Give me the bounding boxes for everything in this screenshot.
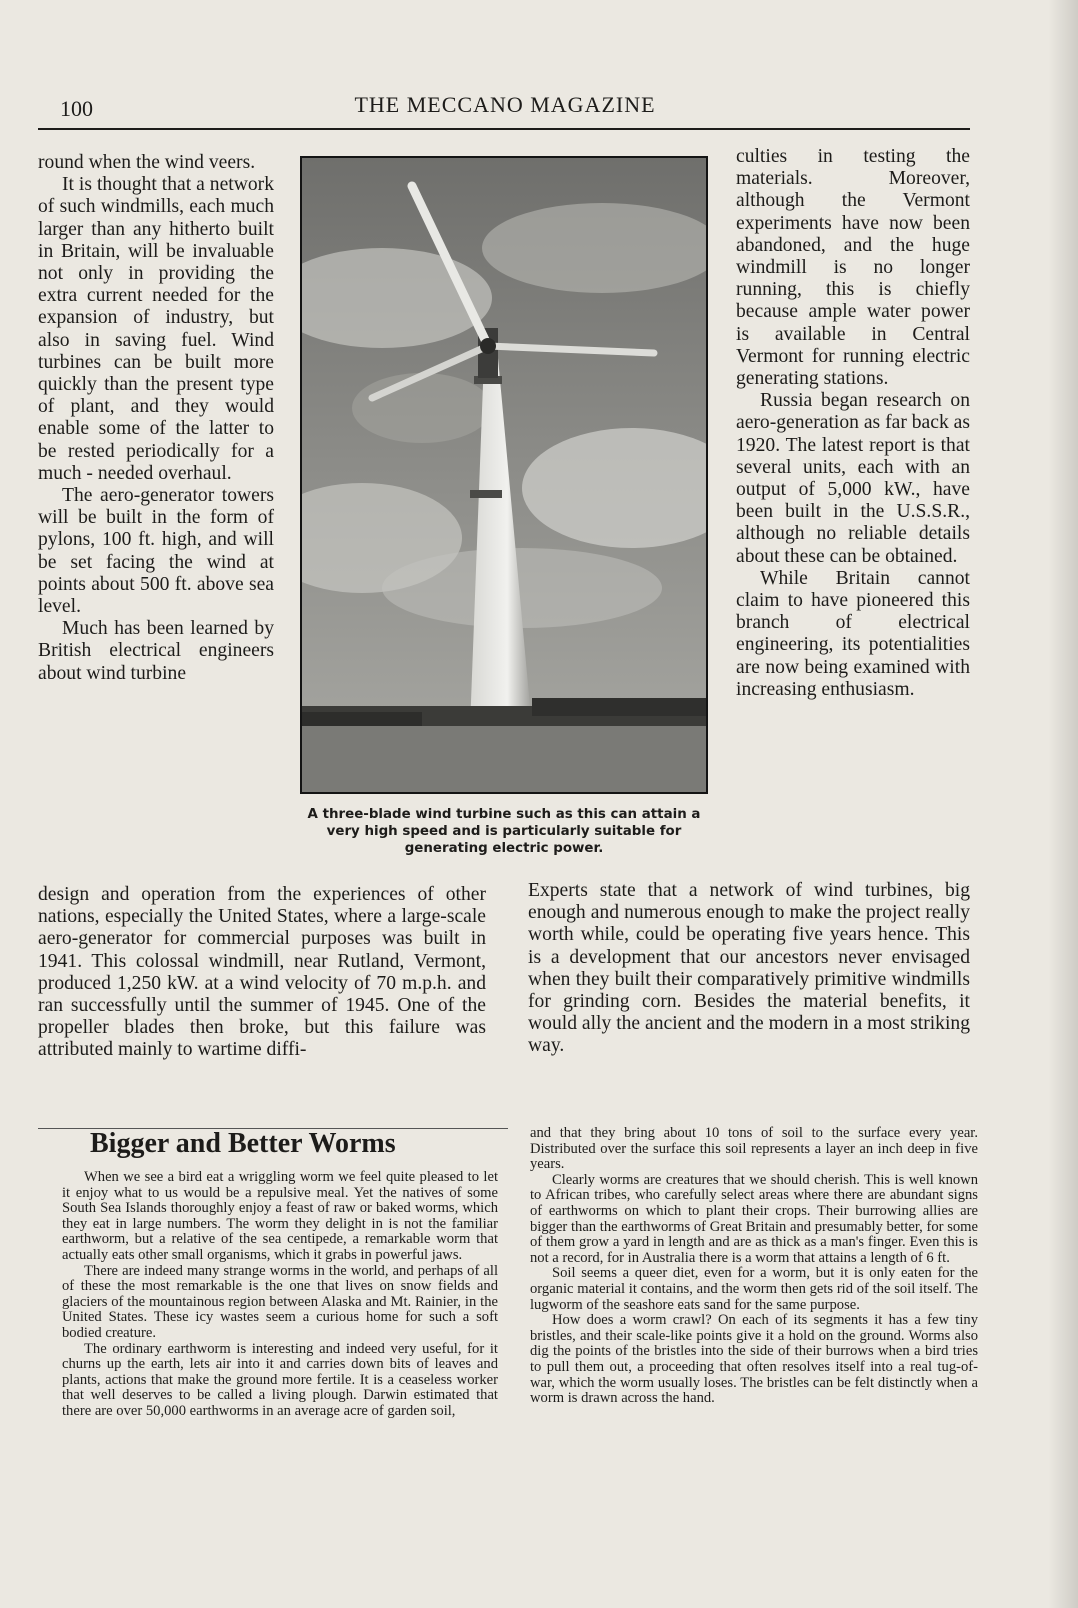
paragraph: How does a worm crawl? On each of its segments it has a few tiny bristles, and their scale-like points give it a hold on the ground. Worms also dig the points of the bristles into the side of their burrows when a bird tries to pull them out, a proceeding that often resolves itself into a real tug-of-war, which the worm usually loses. The bristles can be felt distinctly when a worm is drawn across the hand. <box>530 1312 978 1407</box>
paragraph: Experts state that a network of wind turbines, big enough and numerous enough to make the project really worth while, could be operating five years hence. This is a development that our ancestors never envisaged when they built their comparatively primitive windmills for grinding corn. Besides the material benefits, it would ally the ancient and the modern in a most striking way. <box>528 880 970 1057</box>
paragraph: The ordinary earthworm is interesting and indeed very useful, for it churns up the earth, lets air into it and carries down bits of leaves and plants, actions that make the ground more fertile. It is a ceaseless worker that well deserves to be called a living plough. Darwin estimated that there are over 50,000 earthworms in an average acre of garden soil, <box>62 1340 498 1419</box>
paragraph: round when the wind veers. <box>38 152 256 173</box>
figure-caption: A three-blade wind turbine such as this can attain a very high speed and is particularly suitable for generating electric power. <box>307 807 701 856</box>
article-column-bottom-right <box>528 880 970 1058</box>
article-column-left <box>38 152 274 685</box>
paragraph: Soil seems a queer diet, even for a worm, but it is only eaten for the organic material it contains, and the worm then gets rid of the soil itself. The lugworm of the seashore eats sand for the same purpose. <box>530 1265 978 1313</box>
worm-article-column-left <box>62 1170 498 1420</box>
running-title: THE MECCANO MAGAZINE <box>354 92 656 117</box>
page-edge-shadow <box>1048 0 1078 1608</box>
article-heading: Bigger and Better Worms <box>90 1128 396 1159</box>
paragraph: There are indeed many strange worms in the world, and perhaps of all of these the most remarkable is the one that lives on snow fields and glaciers of the mountainous region between Alaska and Mt. Rainier, in the United States. These icy wastes seem a curious home for such a soft bodied creature. <box>62 1262 498 1341</box>
paragraph: Clearly worms are creatures that we should cherish. This is well known to African tribes, who carefully select areas where there are abundant signs of earthworms on which to plant their crops. Their burrowing allies are bigger than the earthworms of Great Britain and presumably better, for some of them grow a yard in length and are as thick as a man's finger. Even this is not a record, for in Australia there is a worm that attains a length of 6 ft. <box>530 1171 978 1266</box>
page-number: 100 <box>60 96 93 121</box>
wind-turbine-illustration <box>302 158 706 792</box>
paragraph: Much has been learned by British electrical engineers about wind turbine <box>38 618 274 684</box>
wind-turbine-photo <box>300 156 708 794</box>
header-rule <box>38 128 970 130</box>
paragraph: design and operation from the experiences of other nations, especially the United States, where a large-scale aero-generator for commercial purposes was built in 1941. This colossal windmill, near Rutland, Vermont, produced 1,250 kW. at a wind velocity of 70 m.p.h. and ran successfully until the summer of 1945. One of the propeller blades then broke, but this failure was attributed mainly to wartime diffi- <box>38 884 486 1061</box>
paragraph: and that they bring about 10 tons of soil to the surface every year. Distributed over the surface this soil represents a layer an inch deep in five years. <box>530 1125 978 1173</box>
paragraph: When we see a bird eat a wriggling worm we feel quite pleased to let it enjoy what to us would be a repulsive meal. Yet the natives of some South Sea Islands thoroughly enjoy a feast of raw or baked worms, which they eat in large numbers. The worm they delight in is not the familiar earthworm, but a relative of the sea centipede, a remarkable worm that actually eats other small organisms, which it grabs in powerful jaws. <box>62 1169 498 1263</box>
article-column-right <box>736 146 970 701</box>
article-column-bottom-left <box>38 884 486 1062</box>
paragraph: Russia began research on aero-generation as far back as 1920. The latest report is that several units, each with an output of 5,000 kW., have been built in the U.S.S.R., although no reliable details about these can be obtained. <box>736 390 970 567</box>
page-header <box>40 92 970 132</box>
worm-article-column-right <box>530 1126 978 1407</box>
paragraph: While Britain cannot claim to have pioneered this branch of electrical engineering, its potentialities are now being examined with increasing enthusiasm. <box>736 567 970 700</box>
paragraph: culties in testing the materials. Moreover, although the Vermont experiments have now been abandoned, and the huge windmill is no longer running, this is chiefly because ample water power is available in Central Vermont for running electric generating stations. <box>736 146 970 390</box>
paragraph: It is thought that a network of such windmills, each much larger than any hitherto built in Britain, will be invaluable not only in providing the extra current needed for the expansion of industry, but also in saving fuel. Wind turbines can be built more quickly than the present type of plant, and they would enable some of the latter to be rested periodically for a much - needed overhaul. <box>38 174 274 484</box>
paragraph: The aero-generator towers will be built in the form of pylons, 100 ft. high, and will be set facing the wind at points about 500 ft. above sea level. <box>38 485 274 618</box>
